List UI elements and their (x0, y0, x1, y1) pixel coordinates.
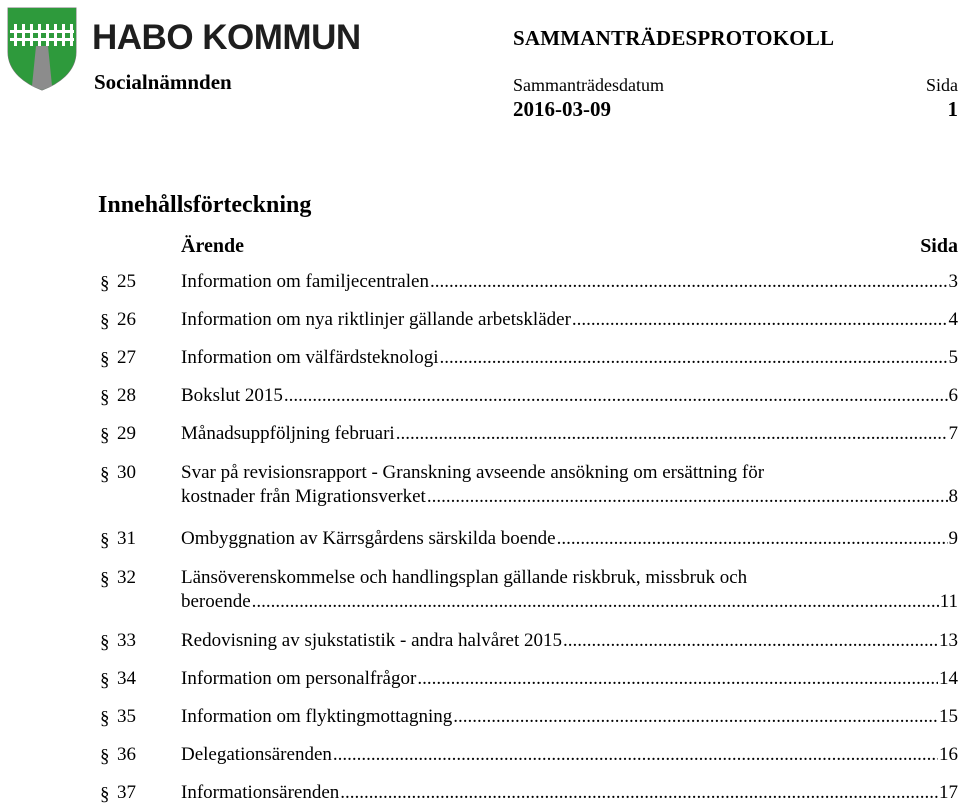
toc-entry-number: 36 (117, 744, 136, 765)
paragraph-symbol: § (100, 387, 110, 408)
leader-dots (340, 781, 938, 805)
document-type: SAMMANTRÄDESPROTOKOLL (513, 26, 835, 50)
paragraph-symbol: § (100, 311, 110, 332)
page-number-label: Sida (925, 75, 958, 95)
paragraph-symbol: § (100, 464, 110, 485)
toc-entry-page[interactable]: 15 (939, 706, 958, 727)
toc-entry-number: 34 (117, 668, 136, 689)
paragraph-symbol: § (100, 670, 110, 691)
toc-entry-number: 31 (117, 528, 136, 549)
leader-dots (333, 743, 938, 767)
leader-dots (572, 308, 948, 332)
leader-dots (284, 384, 948, 408)
toc-entry-title[interactable]: Information om nya riktlinjer gällande arbetskläder (181, 309, 571, 330)
toc-entry-number: 26 (117, 309, 136, 330)
paragraph-symbol: § (100, 349, 110, 370)
organization-name: HABO KOMMUN (92, 18, 361, 57)
paragraph-symbol: § (100, 784, 110, 805)
habo-coat-of-arms-icon (6, 6, 78, 92)
page-number-value: 1 (947, 97, 958, 121)
toc-entry-title[interactable]: Ombyggnation av Kärrsgårdens särskilda boende (181, 528, 556, 549)
toc-entry-page[interactable]: 8 (948, 486, 958, 507)
toc-entry-title[interactable]: Delegationsärenden (181, 744, 332, 765)
toc-entry-title[interactable]: Information om familjecentralen (181, 271, 429, 292)
toc-entry-page[interactable]: 11 (939, 591, 958, 612)
leader-dots (252, 590, 939, 614)
paragraph-symbol: § (100, 632, 110, 653)
toc-entry-title[interactable]: Informationsärenden (181, 782, 340, 803)
toc-entry-title[interactable]: kostnader från Migrationsverket (181, 486, 426, 507)
department-name: Socialnämnden (94, 70, 232, 94)
toc-entry-title[interactable]: Information om flyktingmottagning (181, 706, 453, 727)
toc-entry-page[interactable]: 4 (948, 309, 958, 330)
toc-entry-page[interactable]: 14 (939, 668, 958, 689)
leader-dots (557, 527, 948, 551)
paragraph-symbol: § (100, 425, 110, 446)
toc-entry-number: 32 (117, 567, 136, 588)
toc-entry-number: 27 (117, 347, 136, 368)
leader-dots (430, 270, 948, 294)
toc-entry-title-line1[interactable]: Länsöverenskommelse och handlingsplan gällande riskbruk, missbruk och (181, 567, 748, 588)
column-header-sida: Sida (920, 235, 958, 257)
toc-entry-number: 25 (117, 271, 136, 292)
toc-entry-page[interactable]: 7 (948, 423, 958, 444)
leader-dots (396, 422, 948, 446)
column-header-arende: Ärende (181, 235, 244, 257)
paragraph-symbol: § (100, 273, 110, 294)
paragraph-symbol: § (100, 569, 110, 590)
toc-entry-page[interactable]: 5 (948, 347, 958, 368)
toc-entry-number: 28 (117, 385, 136, 406)
toc-entry-page[interactable]: 6 (948, 385, 958, 406)
toc-entry-page[interactable]: 9 (948, 528, 958, 549)
toc-entry-title[interactable]: Information om välfärdsteknologi (181, 347, 439, 368)
meeting-date-value: 2016-03-09 (513, 97, 611, 121)
toc-entry-number: 30 (117, 462, 136, 483)
paragraph-symbol: § (100, 530, 110, 551)
toc-entry-title-line1[interactable]: Svar på revisionsrapport - Granskning avseende ansökning om ersättning för (181, 462, 765, 483)
toc-entry-page[interactable]: 13 (939, 630, 958, 651)
meeting-date-label: Sammanträdesdatum (513, 75, 664, 95)
toc-entry-title[interactable]: Information om personalfrågor (181, 668, 417, 689)
toc-entry-title[interactable]: beroende (181, 591, 251, 612)
toc-entry-page[interactable]: 17 (939, 782, 958, 803)
toc-entry-number: 29 (117, 423, 136, 444)
toc-entry-number: 35 (117, 706, 136, 727)
leader-dots (453, 705, 938, 729)
leader-dots (427, 485, 948, 509)
leader-dots (563, 629, 938, 653)
leader-dots (440, 346, 948, 370)
toc-entry-page[interactable]: 3 (948, 271, 958, 292)
toc-entry-page[interactable]: 16 (939, 744, 958, 765)
toc-entry-title[interactable]: Bokslut 2015 (181, 385, 283, 406)
paragraph-symbol: § (100, 708, 110, 729)
toc-entry-title[interactable]: Redovisning av sjukstatistik - andra halvåret 2015 (181, 630, 562, 651)
leader-dots (417, 667, 938, 691)
toc-entry-number: 33 (117, 630, 136, 651)
paragraph-symbol: § (100, 746, 110, 767)
toc-entry-title[interactable]: Månadsuppföljning februari (181, 423, 395, 444)
toc-title: Innehållsförteckning (98, 192, 312, 218)
toc-entry-number: 37 (117, 782, 136, 803)
